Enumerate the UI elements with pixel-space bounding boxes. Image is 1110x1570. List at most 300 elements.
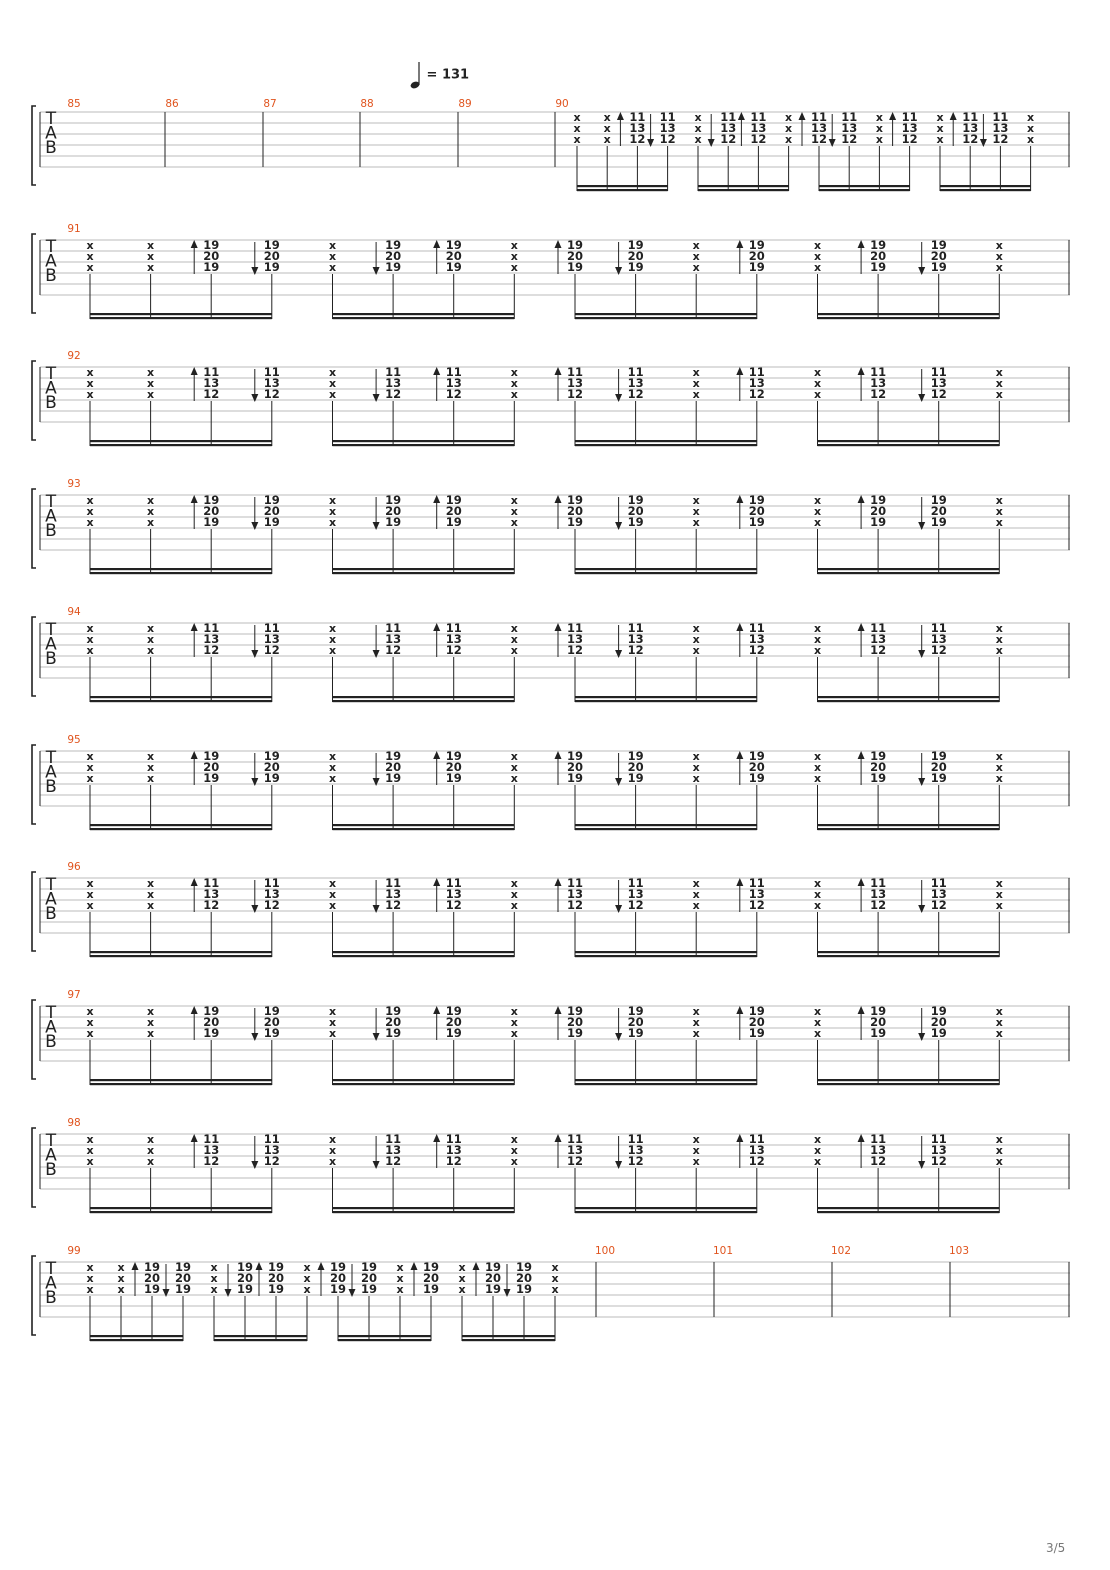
fret-number: 19	[870, 749, 887, 763]
fret-number: 19	[360, 1260, 378, 1274]
beam	[338, 1335, 431, 1337]
beam	[818, 1079, 1000, 1081]
chord-event	[736, 1132, 765, 1213]
chord-event	[617, 110, 646, 191]
chord-event	[147, 1005, 154, 1085]
chord-event	[980, 110, 1009, 191]
dead-note: x	[692, 622, 700, 635]
fret-number: 19	[748, 260, 765, 274]
fret-number: 13	[385, 1143, 402, 1157]
beam	[462, 1339, 555, 1341]
fret-number: 13	[385, 376, 402, 390]
dead-note: x	[510, 877, 518, 890]
strum-up-arrow-icon	[858, 495, 865, 503]
tab-clef-letter: B	[45, 393, 57, 413]
beam	[90, 1339, 183, 1341]
strum-up-arrow-icon	[433, 367, 440, 375]
fret-number: 11	[263, 621, 280, 635]
dead-note: x	[458, 1283, 466, 1296]
dead-note: x	[813, 761, 822, 774]
fret-number: 20	[748, 1015, 765, 1029]
dead-note: x	[813, 250, 822, 263]
tab-clef-letter: A	[45, 123, 57, 144]
fret-number: 19	[627, 771, 644, 785]
strum-up-arrow-icon	[736, 495, 743, 503]
fret-number: 12	[445, 387, 462, 401]
strum-down-arrow-icon	[918, 1161, 925, 1169]
beam	[333, 313, 515, 315]
fret-number: 19	[870, 238, 887, 252]
chord-event	[693, 1133, 700, 1213]
beam	[575, 313, 757, 315]
strum-up-arrow-icon	[950, 112, 957, 120]
fret-number: 13	[566, 887, 584, 901]
chord-event	[251, 238, 280, 319]
fret-number: 19	[627, 515, 644, 529]
beam	[940, 189, 1031, 191]
chord-event	[349, 1260, 378, 1341]
dead-note: x	[86, 644, 94, 657]
fret-number: 20	[748, 249, 765, 263]
strum-down-arrow-icon	[373, 778, 380, 786]
dead-note: x	[692, 377, 700, 390]
dead-note: x	[147, 1027, 155, 1040]
dead-note: x	[147, 1155, 155, 1168]
fret-number: 19	[263, 749, 280, 763]
fret-number: 11	[748, 1132, 765, 1146]
fret-number: 19	[385, 1026, 402, 1040]
bracket-line	[32, 489, 36, 568]
strum-down-arrow-icon	[647, 139, 654, 147]
strum-up-arrow-icon	[433, 623, 440, 631]
chord-event	[814, 1133, 821, 1213]
chord-event	[433, 621, 462, 702]
chord-event	[615, 1132, 644, 1213]
chord-event	[117, 1261, 124, 1341]
fret-number: 20	[627, 504, 644, 518]
chord-event	[693, 750, 700, 830]
strum-down-arrow-icon	[373, 905, 380, 913]
beam	[333, 1207, 515, 1209]
strum-up-arrow-icon	[799, 112, 806, 120]
dead-note: x	[210, 1261, 218, 1274]
fret-number: 11	[992, 110, 1009, 124]
dead-note: x	[995, 633, 1003, 646]
tab-clef-letter: A	[45, 889, 57, 910]
dead-note: x	[86, 899, 94, 912]
fret-number: 19	[445, 238, 462, 252]
fret-number: 20	[870, 504, 887, 518]
beam	[575, 444, 757, 446]
chord-event	[829, 110, 858, 191]
fret-number: 19	[930, 493, 947, 507]
fret-number: 19	[627, 238, 644, 252]
chord-event	[147, 877, 154, 957]
beam	[575, 700, 757, 702]
chord-event	[814, 494, 821, 574]
fret-number: 19	[748, 493, 765, 507]
dead-note: x	[147, 1005, 155, 1018]
dead-note: x	[510, 1027, 518, 1040]
chord-event	[615, 749, 644, 830]
dead-note: x	[303, 1272, 311, 1285]
fret-number: 19	[445, 515, 462, 529]
fret-number: 20	[627, 760, 644, 774]
dead-note: x	[117, 1283, 125, 1296]
chord-event	[555, 1132, 584, 1213]
chord-event	[736, 238, 765, 319]
dead-note: x	[813, 1027, 822, 1040]
beam	[575, 696, 757, 698]
tab-clef-letter: B	[45, 521, 57, 541]
tab-clef-letter: B	[45, 777, 57, 797]
dead-note: x	[328, 622, 337, 635]
strum-up-arrow-icon	[433, 240, 440, 248]
fret-number: 19	[566, 260, 584, 274]
chord-event	[433, 1004, 462, 1085]
strum-down-arrow-icon	[615, 778, 622, 786]
strum-up-arrow-icon	[555, 751, 562, 759]
strum-up-arrow-icon	[555, 495, 562, 503]
fret-number: 19	[930, 260, 947, 274]
fret-number: 12	[720, 132, 737, 146]
fret-number: 12	[445, 643, 462, 657]
chord-event	[396, 1261, 403, 1341]
fret-number: 13	[627, 1143, 644, 1157]
dead-note: x	[692, 250, 700, 263]
fret-number: 13	[748, 1143, 765, 1157]
beam	[90, 568, 272, 570]
fret-number: 13	[627, 887, 644, 901]
bracket-line	[32, 106, 36, 185]
beam	[333, 828, 515, 830]
chord-event	[329, 1005, 336, 1085]
beam	[698, 185, 789, 187]
strum-up-arrow-icon	[191, 367, 198, 375]
beam	[575, 951, 757, 953]
fret-number: 11	[870, 365, 887, 379]
dead-note: x	[692, 261, 700, 274]
beam	[333, 951, 515, 953]
fret-number: 11	[203, 365, 220, 379]
fret-number: 13	[930, 632, 947, 646]
fret-number: 12	[385, 898, 402, 912]
dead-note: x	[692, 505, 700, 518]
fret-number: 11	[445, 1132, 462, 1146]
dead-note: x	[328, 388, 337, 401]
dead-note: x	[147, 1144, 155, 1157]
dead-note: x	[86, 494, 94, 507]
chord-event	[191, 238, 220, 319]
fret-number: 13	[627, 376, 644, 390]
dead-note: x	[86, 366, 94, 379]
fret-number: 12	[627, 643, 644, 657]
beam	[90, 1335, 183, 1337]
chord-event	[329, 622, 336, 702]
dead-note: x	[328, 261, 337, 274]
dead-note: x	[875, 122, 883, 135]
dead-note: x	[510, 494, 518, 507]
strum-down-arrow-icon	[251, 394, 258, 402]
strum-down-arrow-icon	[163, 1289, 170, 1297]
strum-up-arrow-icon	[191, 495, 198, 503]
fret-number: 13	[445, 632, 462, 646]
strum-up-arrow-icon	[858, 1006, 865, 1014]
chord-event	[251, 493, 280, 574]
chord-event	[647, 110, 676, 191]
strum-up-arrow-icon	[191, 751, 198, 759]
dead-note: x	[995, 772, 1003, 785]
strum-down-arrow-icon	[373, 394, 380, 402]
dead-note: x	[147, 494, 155, 507]
fret-number: 19	[566, 749, 584, 763]
fret-number: 19	[566, 1004, 584, 1018]
fret-number: 20	[263, 1015, 280, 1029]
beam	[575, 1207, 757, 1209]
dead-note: x	[813, 888, 822, 901]
fret-number: 20	[748, 504, 765, 518]
strum-down-arrow-icon	[708, 139, 715, 147]
fret-number: 19	[930, 1026, 947, 1040]
dead-note: x	[510, 377, 518, 390]
beam	[698, 189, 789, 191]
beam	[575, 572, 757, 574]
dead-note: x	[510, 899, 518, 912]
strum-down-arrow-icon	[373, 267, 380, 275]
fret-number: 19	[566, 1026, 584, 1040]
fret-number: 13	[445, 887, 462, 901]
dead-note: x	[210, 1283, 218, 1296]
fret-number: 13	[659, 121, 676, 135]
dead-note: x	[692, 750, 700, 763]
page-number: 3/5	[1046, 1541, 1066, 1555]
dead-note: x	[510, 1133, 518, 1146]
chord-event	[329, 877, 336, 957]
fret-number: 20	[385, 249, 402, 263]
fret-number: 20	[385, 1015, 402, 1029]
fret-number: 20	[566, 504, 584, 518]
chord-event	[736, 876, 765, 957]
strum-down-arrow-icon	[615, 394, 622, 402]
chord-event	[191, 1004, 220, 1085]
bracket-line	[32, 1256, 36, 1335]
tab-clef-letter: T	[45, 1259, 57, 1279]
fret-number: 19	[484, 1260, 502, 1274]
fret-number: 13	[870, 887, 887, 901]
strum-up-arrow-icon	[617, 112, 624, 120]
dead-note: x	[147, 261, 155, 274]
beam	[818, 313, 1000, 315]
chord-event	[191, 365, 220, 446]
chord-event	[433, 749, 462, 830]
chord-event	[996, 1005, 1003, 1085]
fret-number: 20	[203, 1015, 220, 1029]
chord-event	[473, 1260, 502, 1341]
chord-event	[814, 239, 821, 319]
dead-note: x	[692, 516, 700, 529]
dead-note: x	[813, 1144, 822, 1157]
chord-event	[373, 1132, 402, 1213]
dead-note: x	[785, 122, 793, 135]
beam	[819, 185, 910, 187]
fret-number: 20	[445, 249, 462, 263]
strum-down-arrow-icon	[615, 522, 622, 530]
fret-number: 19	[203, 515, 220, 529]
fret-number: 19	[267, 1260, 285, 1274]
dead-note: x	[995, 1005, 1003, 1018]
dead-note: x	[147, 633, 155, 646]
fret-number: 19	[930, 771, 947, 785]
dead-note: x	[813, 750, 822, 763]
measure-number: 102	[830, 1245, 852, 1257]
fret-number: 20	[566, 1015, 584, 1029]
fret-number: 12	[627, 387, 644, 401]
fret-number: 19	[445, 749, 462, 763]
chord-event	[736, 1004, 765, 1085]
chord-event	[504, 1260, 533, 1341]
fret-number: 11	[203, 1132, 220, 1146]
dead-note: x	[86, 377, 94, 390]
tab-clef-letter: B	[45, 1032, 57, 1052]
dead-note: x	[510, 250, 518, 263]
tab-clef-letter: T	[45, 875, 57, 895]
dead-note: x	[1027, 133, 1035, 146]
chord-event	[373, 238, 402, 319]
fret-number: 13	[962, 121, 979, 135]
measure-number: 100	[594, 1245, 616, 1257]
fret-number: 13	[901, 121, 918, 135]
strum-up-arrow-icon	[191, 1134, 198, 1142]
chord-event	[693, 877, 700, 957]
fret-number: 20	[329, 1271, 347, 1285]
fret-number: 13	[870, 1143, 887, 1157]
beam	[818, 955, 1000, 957]
chord-event	[918, 1004, 947, 1085]
dead-note: x	[86, 750, 94, 763]
strum-up-arrow-icon	[191, 1006, 198, 1014]
fret-number: 12	[629, 132, 646, 146]
fret-number: 12	[659, 132, 676, 146]
dead-note: x	[551, 1283, 559, 1296]
fret-number: 19	[263, 515, 280, 529]
fret-number: 11	[930, 365, 947, 379]
dead-note: x	[995, 494, 1003, 507]
chord-event	[86, 494, 93, 574]
fret-number: 11	[720, 110, 737, 124]
fret-number: 19	[748, 1026, 765, 1040]
strum-up-arrow-icon	[555, 240, 562, 248]
fret-number: 12	[870, 898, 887, 912]
chord-event	[373, 621, 402, 702]
fret-number: 11	[930, 876, 947, 890]
strum-up-arrow-icon	[736, 1006, 743, 1014]
dead-note: x	[86, 1155, 94, 1168]
dead-note: x	[573, 133, 581, 146]
dead-note: x	[510, 644, 518, 657]
dead-note: x	[813, 1016, 822, 1029]
fret-number: 12	[263, 643, 280, 657]
beam	[577, 189, 668, 191]
strum-up-arrow-icon	[318, 1262, 325, 1270]
dead-note: x	[995, 261, 1003, 274]
chord-event	[329, 366, 336, 446]
fret-number: 19	[203, 749, 220, 763]
chord-event	[147, 366, 154, 446]
fret-number: 13	[992, 121, 1009, 135]
dead-note: x	[510, 761, 518, 774]
fret-number: 12	[203, 643, 220, 657]
dead-note: x	[995, 888, 1003, 901]
dead-note: x	[813, 505, 822, 518]
fret-number: 11	[566, 365, 584, 379]
strum-down-arrow-icon	[373, 1161, 380, 1169]
fret-number: 19	[174, 1260, 192, 1274]
fret-number: 13	[930, 376, 947, 390]
tab-clef-letter: A	[45, 506, 57, 527]
fret-number: 12	[748, 898, 765, 912]
dead-note: x	[694, 122, 702, 135]
dead-note: x	[458, 1261, 466, 1274]
strum-up-arrow-icon	[858, 1134, 865, 1142]
bracket-line	[32, 617, 36, 696]
fret-number: 13	[566, 632, 584, 646]
beam	[90, 955, 272, 957]
fret-number: 12	[203, 1154, 220, 1168]
chord-event	[918, 876, 947, 957]
beam	[90, 1211, 272, 1213]
dead-note: x	[147, 899, 155, 912]
beam	[333, 568, 515, 570]
fret-number: 11	[930, 621, 947, 635]
measure-number: 91	[67, 223, 81, 235]
beam	[90, 824, 272, 826]
beam	[90, 951, 272, 953]
dead-note: x	[147, 250, 155, 263]
fret-number: 19	[422, 1282, 440, 1296]
strum-up-arrow-icon	[433, 751, 440, 759]
dead-note: x	[86, 761, 94, 774]
fret-number: 19	[445, 1004, 462, 1018]
fret-number: 11	[750, 110, 767, 124]
chord-event	[918, 493, 947, 574]
fret-number: 20	[930, 249, 947, 263]
chord-event	[736, 493, 765, 574]
fret-number: 11	[627, 876, 644, 890]
dead-note: x	[995, 1144, 1003, 1157]
dead-note: x	[692, 644, 700, 657]
dead-note: x	[86, 1016, 94, 1029]
chord-event	[329, 239, 336, 319]
dead-note: x	[995, 516, 1003, 529]
fret-number: 11	[263, 365, 280, 379]
staff-bracket	[32, 745, 57, 824]
fret-number: 12	[748, 643, 765, 657]
fret-number: 19	[263, 771, 280, 785]
dead-note: x	[813, 633, 822, 646]
fret-number: 12	[930, 387, 947, 401]
dead-note: x	[86, 388, 94, 401]
fret-number: 20	[445, 504, 462, 518]
chord-event	[918, 365, 947, 446]
beam	[333, 955, 515, 957]
fret-number: 11	[627, 365, 644, 379]
chord-event	[736, 365, 765, 446]
dead-note: x	[147, 505, 155, 518]
dead-note: x	[510, 1155, 518, 1168]
chord-event	[86, 1005, 93, 1085]
fret-number: 12	[870, 643, 887, 657]
strum-up-arrow-icon	[191, 240, 198, 248]
